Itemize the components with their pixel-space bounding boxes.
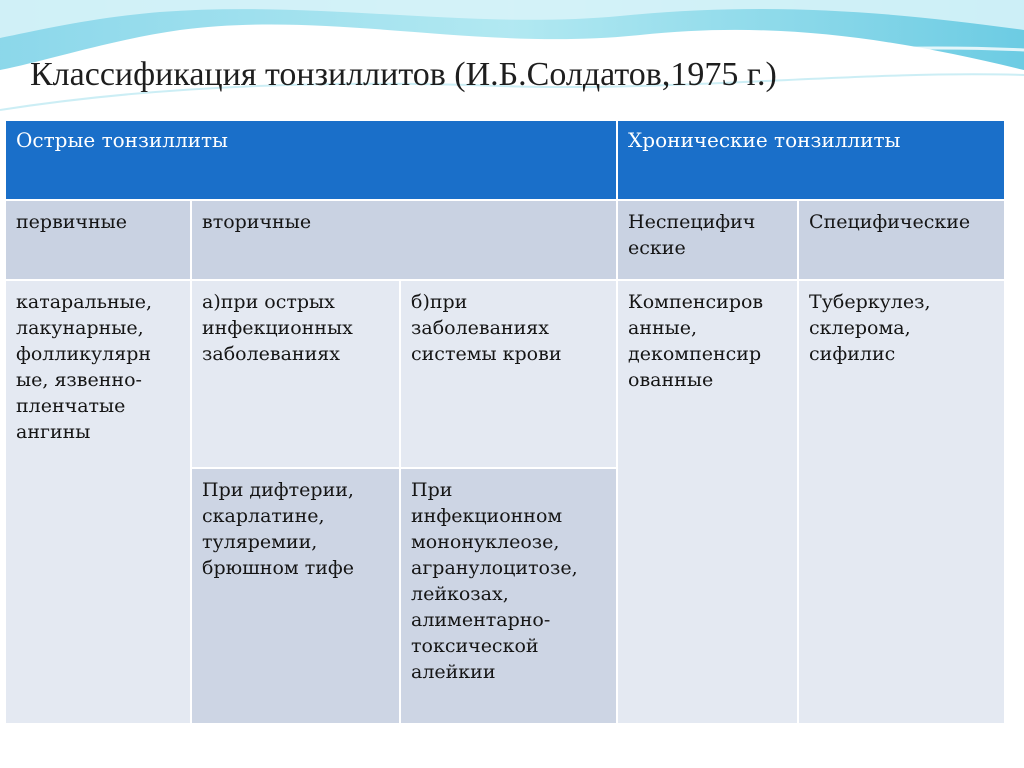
header-chronic-tonsillitis: Хронические тонзиллиты: [617, 120, 1005, 200]
cell-secondary-blood-diseases: б)при заболеваниях системы крови: [400, 280, 617, 468]
cell-specific-forms: Туберкулез, склерома, сифилис: [798, 280, 1005, 724]
subheader-specific: Специфические: [798, 200, 1005, 280]
classification-table: [4, 119, 1006, 725]
cell-secondary-blood-diseases-examples: При инфекционном мононуклеозе, агранулоцитозе, лейкозах, алиментарно- токсической алейкии: [400, 468, 617, 724]
cell-primary-forms: катаральные, лакунарные, фолликулярн ые, язвенно- пленчатые ангины: [5, 280, 191, 724]
cell-nonspecific-forms: Компенсиров анные, декомпенсир ованные: [617, 280, 798, 724]
subheader-nonspecific: Неспецифич еские: [617, 200, 798, 280]
slide-title: Классификация тонзиллитов (И.Б.Солдатов,1975 г.): [30, 56, 777, 93]
header-acute-tonsillitis: Острые тонзиллиты: [5, 120, 617, 200]
cell-secondary-acute-infections: а)при острых инфекционных заболеваниях: [191, 280, 400, 468]
subheader-primary: первичные: [5, 200, 191, 280]
subheader-secondary: вторичные: [191, 200, 617, 280]
cell-secondary-acute-infections-examples: При дифтерии, скарлатине, туляремии, брюшном тифе: [191, 468, 400, 724]
